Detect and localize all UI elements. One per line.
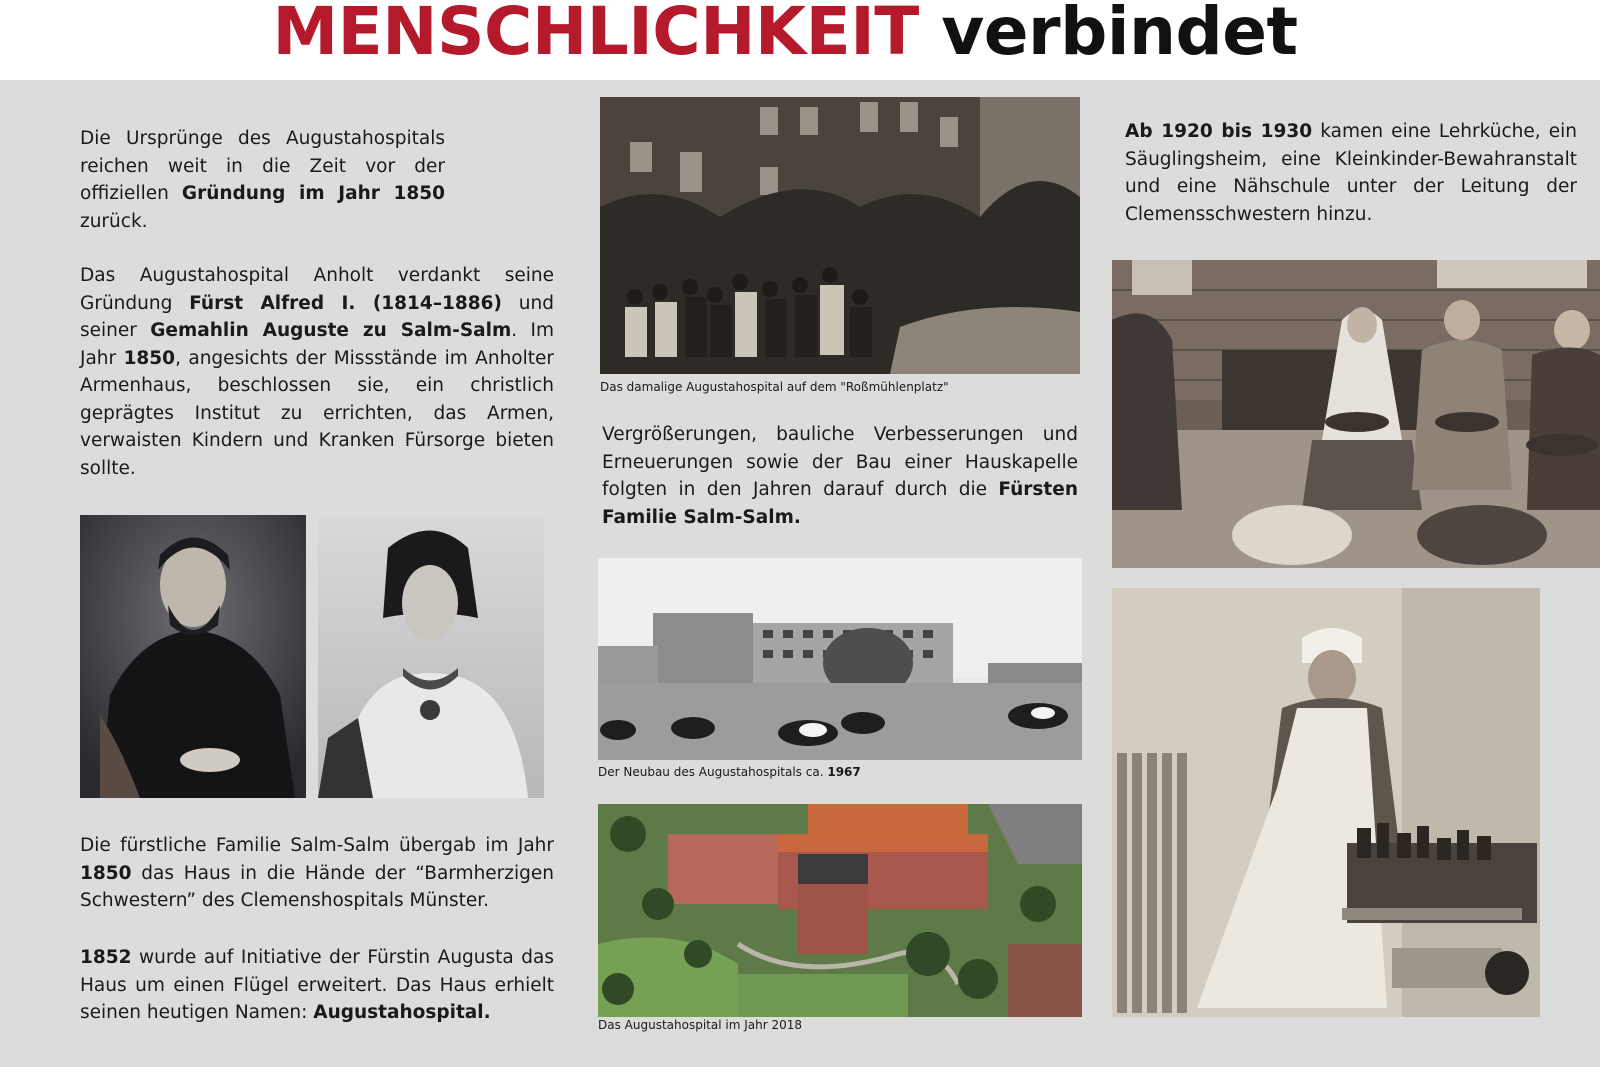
caption-2018: Das Augustahospital im Jahr 2018 bbox=[598, 1018, 802, 1032]
paragraph-origins: Die Ursprünge des Augustahospitals reichen weit in die Zeit vor der offiziellen Gründung im Jahr 1850 zurück. bbox=[80, 128, 445, 232]
paragraph-improvements: Vergrößerungen, bauliche Verbesserungen und Erneuerungen sowie der Bau einer Hauskapelle folgten in den Jahren darauf durch die Fürsten Familie Salm-Salm. bbox=[602, 424, 1078, 528]
caption-1967: Der Neubau des Augustahospitals ca. 1967 bbox=[598, 765, 861, 779]
caption-historic: Das damalige Augustahospital auf dem "Roßmühlenplatz" bbox=[600, 380, 949, 394]
historic-hospital-photo bbox=[600, 97, 1080, 374]
page-title bbox=[0, 0, 1570, 72]
title-black: verbindet bbox=[941, 0, 1298, 70]
portrait-prince-photo bbox=[80, 515, 306, 798]
paragraph-founding: Das Augustahospital Anholt verdankt seine Gründung Fürst Alfred I. (1814–1886) und seiner Gemahlin Auguste zu Salm-Salm. Im Jahr 1850, angesichts der Missstände im Anholter Armenhaus, beschlossen sie, ein christlich geprägtes Institut zu errichten, das Armen, verwaisten Kindern und Kranken Fürsorge bieten sollte. bbox=[80, 265, 554, 479]
paragraph-handover: Die fürstliche Familie Salm-Salm übergab im Jahr 1850 das Haus in die Hände der “Barmherzigen Schwestern” des Clemenshospitals Münster. bbox=[80, 835, 554, 911]
portrait-princess-photo bbox=[318, 518, 544, 798]
paragraph-extension: 1852 wurde auf Initiative der Fürstin Augusta das Haus um einen Flügel erweitert. Das Haus erhielt seinen heutigen Namen: Augustahospital. bbox=[80, 947, 554, 1023]
nuns-kitchen-photo bbox=[1112, 260, 1600, 568]
nurse-photo bbox=[1112, 588, 1540, 1017]
new-building-1967-photo bbox=[598, 558, 1082, 760]
aerial-2018-photo bbox=[598, 804, 1082, 1017]
paragraph-1920-1930: Ab 1920 bis 1930 kamen eine Lehrküche, ein Säuglingsheim, eine Kleinkinder-Bewahranstalt und eine Nähschule unter der Leitung der Clemensschwestern hinzu. bbox=[1125, 121, 1577, 225]
header bbox=[0, 0, 1600, 80]
title-red: MENSCHLICHKEIT bbox=[272, 0, 919, 70]
